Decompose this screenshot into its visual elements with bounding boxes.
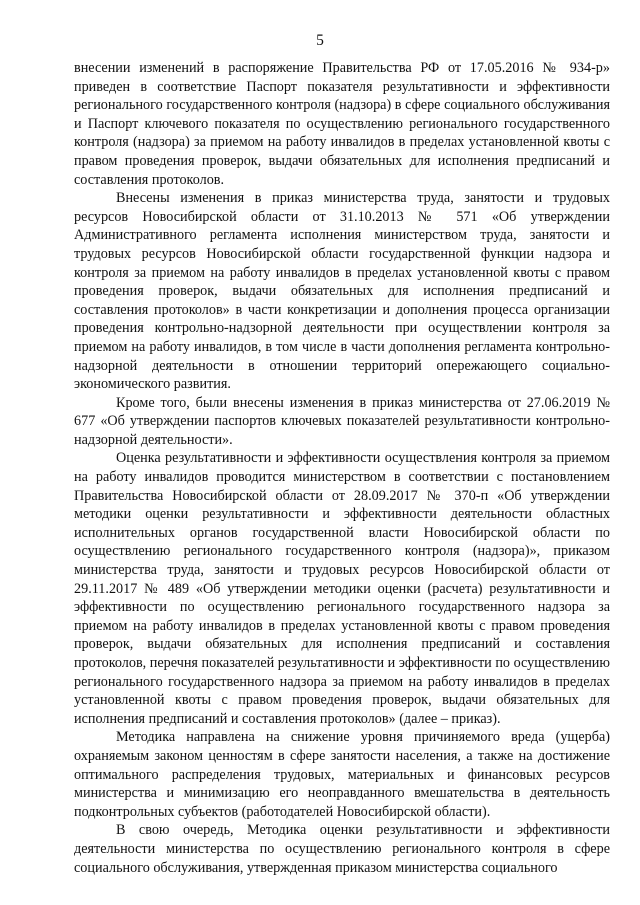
- document-body: [74, 59, 610, 877]
- paragraph-continuation: внесении изменений в распоряжение Правительства РФ от 17.05.2016 № 934-р» приведен в соответствие Паспорт показателя результативности и эффективности регионального государственного контроля (надзора) в сфере социального обслуживания и Паспорт ключевого показателя по осуществлению регионального государственного контроля (надзора) за приемом на работу инвалидов в пределах установленной квоты с правом проведения проверок, выдачи обязательных для исполнения предписаний и составления протоколов.: [74, 60, 610, 188]
- paragraph-amendments-order-677: Кроме того, были внесены изменения в приказ министерства от 27.06.2019 № 677 «Об утверждении паспортов ключевых показателей результативности контрольно-надзорной деятельности».: [74, 394, 610, 448]
- page-number: 5: [316, 32, 324, 49]
- paragraph-amendments-order-571: Внесены изменения в приказ министерства труда, занятости и трудовых ресурсов Новосибирской области от 31.10.2013 № 571 «Об утверждении Административного регламента исполнения министерством труда, занятости и трудовых ресурсов Новосибирской области государственной функции надзора и контроля за приемом на работу инвалидов в пределах установленной квоты с правом проведения проверок, выдачи обязательных для исполнения предписаний и составления протоколов» в части конкретизации и дополнения процесса организации проведения контрольно-надзорной деятельности при осуществлении контроля за приемом на работу инвалидов, в том числе в части дополнения регламента контрольно-надзорной деятельности в отношении территорий опережающего социально-экономического развития.: [74, 190, 610, 393]
- paragraph-evaluation-methodology: Оценка результативности и эффективности осуществления контроля за приемом на работу инвалидов проводится министерством в соответствии с постановлением Правительства Новосибирской области от 28.09.2017 № 370-п «Об утверждении методики оценки результативности и эффективности деятельности областных исполнительных органов государственной власти Новосибирской области по осуществлению регионального государственного контроля (надзора)», приказом министерства труда, занятости и трудовых ресурсов Новосибирской области от 29.11.2017 № 489 «Об утверждении методики оценки (расчета) результативности и эффективности по осуществлению регионального государственного надзора за приемом на работу инвалидов в пределах установленной квоты с правом проведения проверок, выдачи обязательных для исполнения предписаний и составления протоколов, перечня показателей результативности и эффективности по осуществлению регионального государственного надзора за приемом на работу инвалидов в пределах установленной квоты с правом проведения проверок, выдачи обязательных для исполнения предписаний и составления протоколов» (далее – приказ).: [74, 450, 610, 727]
- paragraph-social-service-methodology: В свою очередь, Методика оценки результативности и эффективности деятельности министерства по осуществлению регионального контроля в сфере социального обслуживания, утвержденная приказом министерства социального: [74, 822, 610, 876]
- paragraph-methodology-goal: Методика направлена на снижение уровня причиняемого вреда (ущерба) охраняемым законом ценностям в сфере занятости населения, а также на достижение оптимального распределения трудовых, материальных и финансовых ресурсов министерства и минимизацию его неоправданного вмешательства в деятельность подконтрольных субъектов (работодателей Новосибирской области).: [74, 729, 610, 820]
